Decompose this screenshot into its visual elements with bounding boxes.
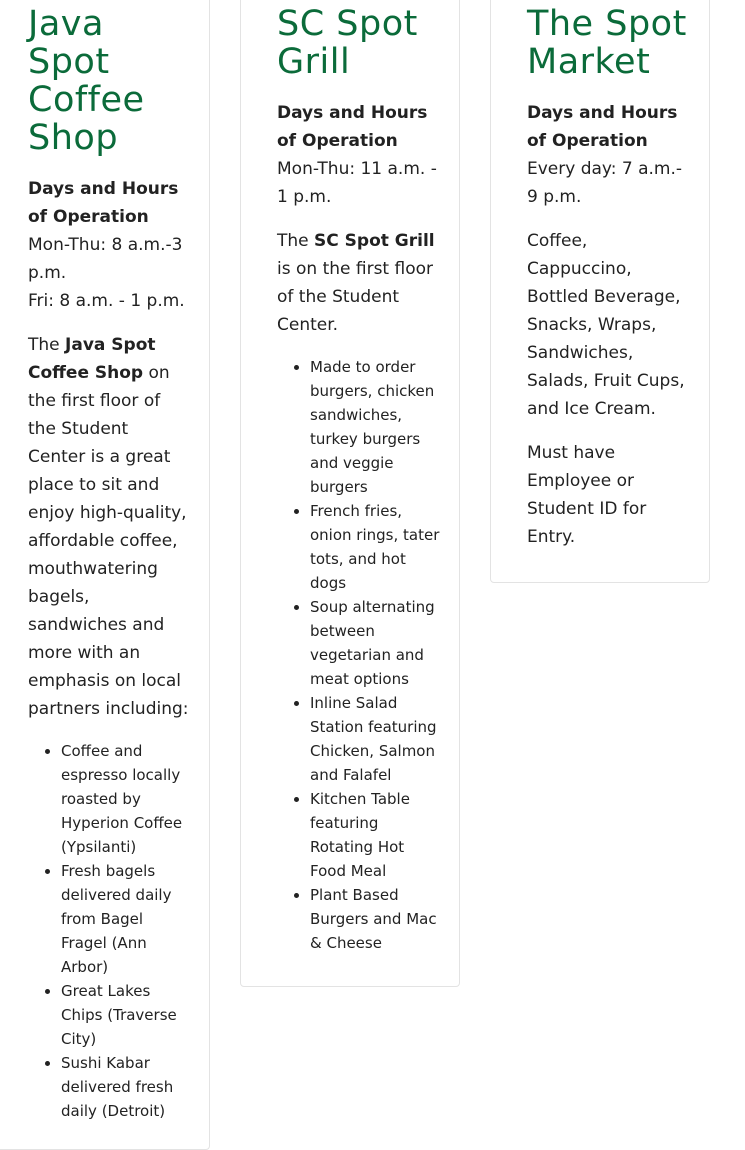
list-item: • French fries, onion rings, tater tots, and hot dogs (310, 499, 443, 595)
sc-spot-grill-hours-line: Mon-Thu: 11 a.m. - 1 p.m. (277, 159, 437, 207)
desc-prefix: The (28, 335, 66, 355)
list-item: • Fresh bagels delivered daily from Bagel Fragel (Ann Arbor) (61, 859, 189, 979)
java-spot-title: Java Spot Coffee Shop (28, 4, 145, 158)
spot-market-hours-heading: Days and Hours of Operation (527, 103, 678, 151)
java-spot-hours-line: Mon-Thu: 8 a.m.-3 p.m. (28, 235, 183, 283)
list-item: • Sushi Kabar delivered fresh daily (Detroit) (61, 1051, 189, 1123)
spot-market-hours-line: Every day: 7 a.m.- 9 p.m. (527, 159, 683, 207)
desc-suffix: on the first floor of the Student Center is a great place to sit and enjoy high-quality, affordable coffee, mouthwatering bagels, sandwiches and more with an emphasis on local partners including: (28, 363, 189, 719)
list-item: • Great Lakes Chips (Traverse City) (61, 979, 189, 1051)
sc-spot-grill-title: SC Spot Grill (277, 4, 418, 82)
list-item: • Plant Based Burgers and Mac & Cheese (310, 883, 443, 955)
spot-market-entry-note: Must have Employee or Student ID for Entry. (527, 443, 647, 547)
list-item: • Soup alternating between vegetarian and meat options (310, 595, 443, 691)
java-spot-partner-list (28, 739, 189, 1123)
list-item: • Coffee and espresso locally roasted by Hyperion Coffee (Ypsilanti) (61, 739, 189, 859)
list-item: • Made to order burgers, chicken sandwiches, turkey burgers and veggie burgers (310, 355, 443, 499)
desc-venue-name: Java Spot Coffee Shop (28, 335, 156, 383)
spot-market-title: The Spot Market (527, 4, 687, 82)
sc-spot-grill-hours-heading: Days and Hours of Operation (277, 103, 428, 151)
java-spot-card (0, 0, 210, 1150)
list-item: • Kitchen Table featuring Rotating Hot Food Meal (310, 787, 443, 883)
sc-spot-grill-menu-list (277, 355, 443, 955)
spot-market-offerings: Coffee, Cappuccino, Bottled Beverage, Snacks, Wraps, Sandwiches, Salads, Fruit Cups, and Ice Cream. (527, 231, 685, 419)
java-spot-hours-line: Fri: 8 a.m. - 1 p.m. (28, 291, 185, 311)
sc-spot-grill-description (277, 227, 443, 339)
list-item: • Inline Salad Station featuring Chicken, Salmon and Falafel (310, 691, 443, 787)
desc-suffix: is on the first floor of the Student Center. (277, 259, 433, 335)
java-spot-description (28, 331, 189, 723)
desc-prefix: The (277, 231, 315, 251)
spot-market-card (490, 0, 710, 583)
java-spot-hours-heading: Days and Hours of Operation (28, 179, 179, 227)
sc-spot-grill-card (240, 0, 460, 987)
desc-venue-name: SC Spot Grill (314, 231, 435, 251)
